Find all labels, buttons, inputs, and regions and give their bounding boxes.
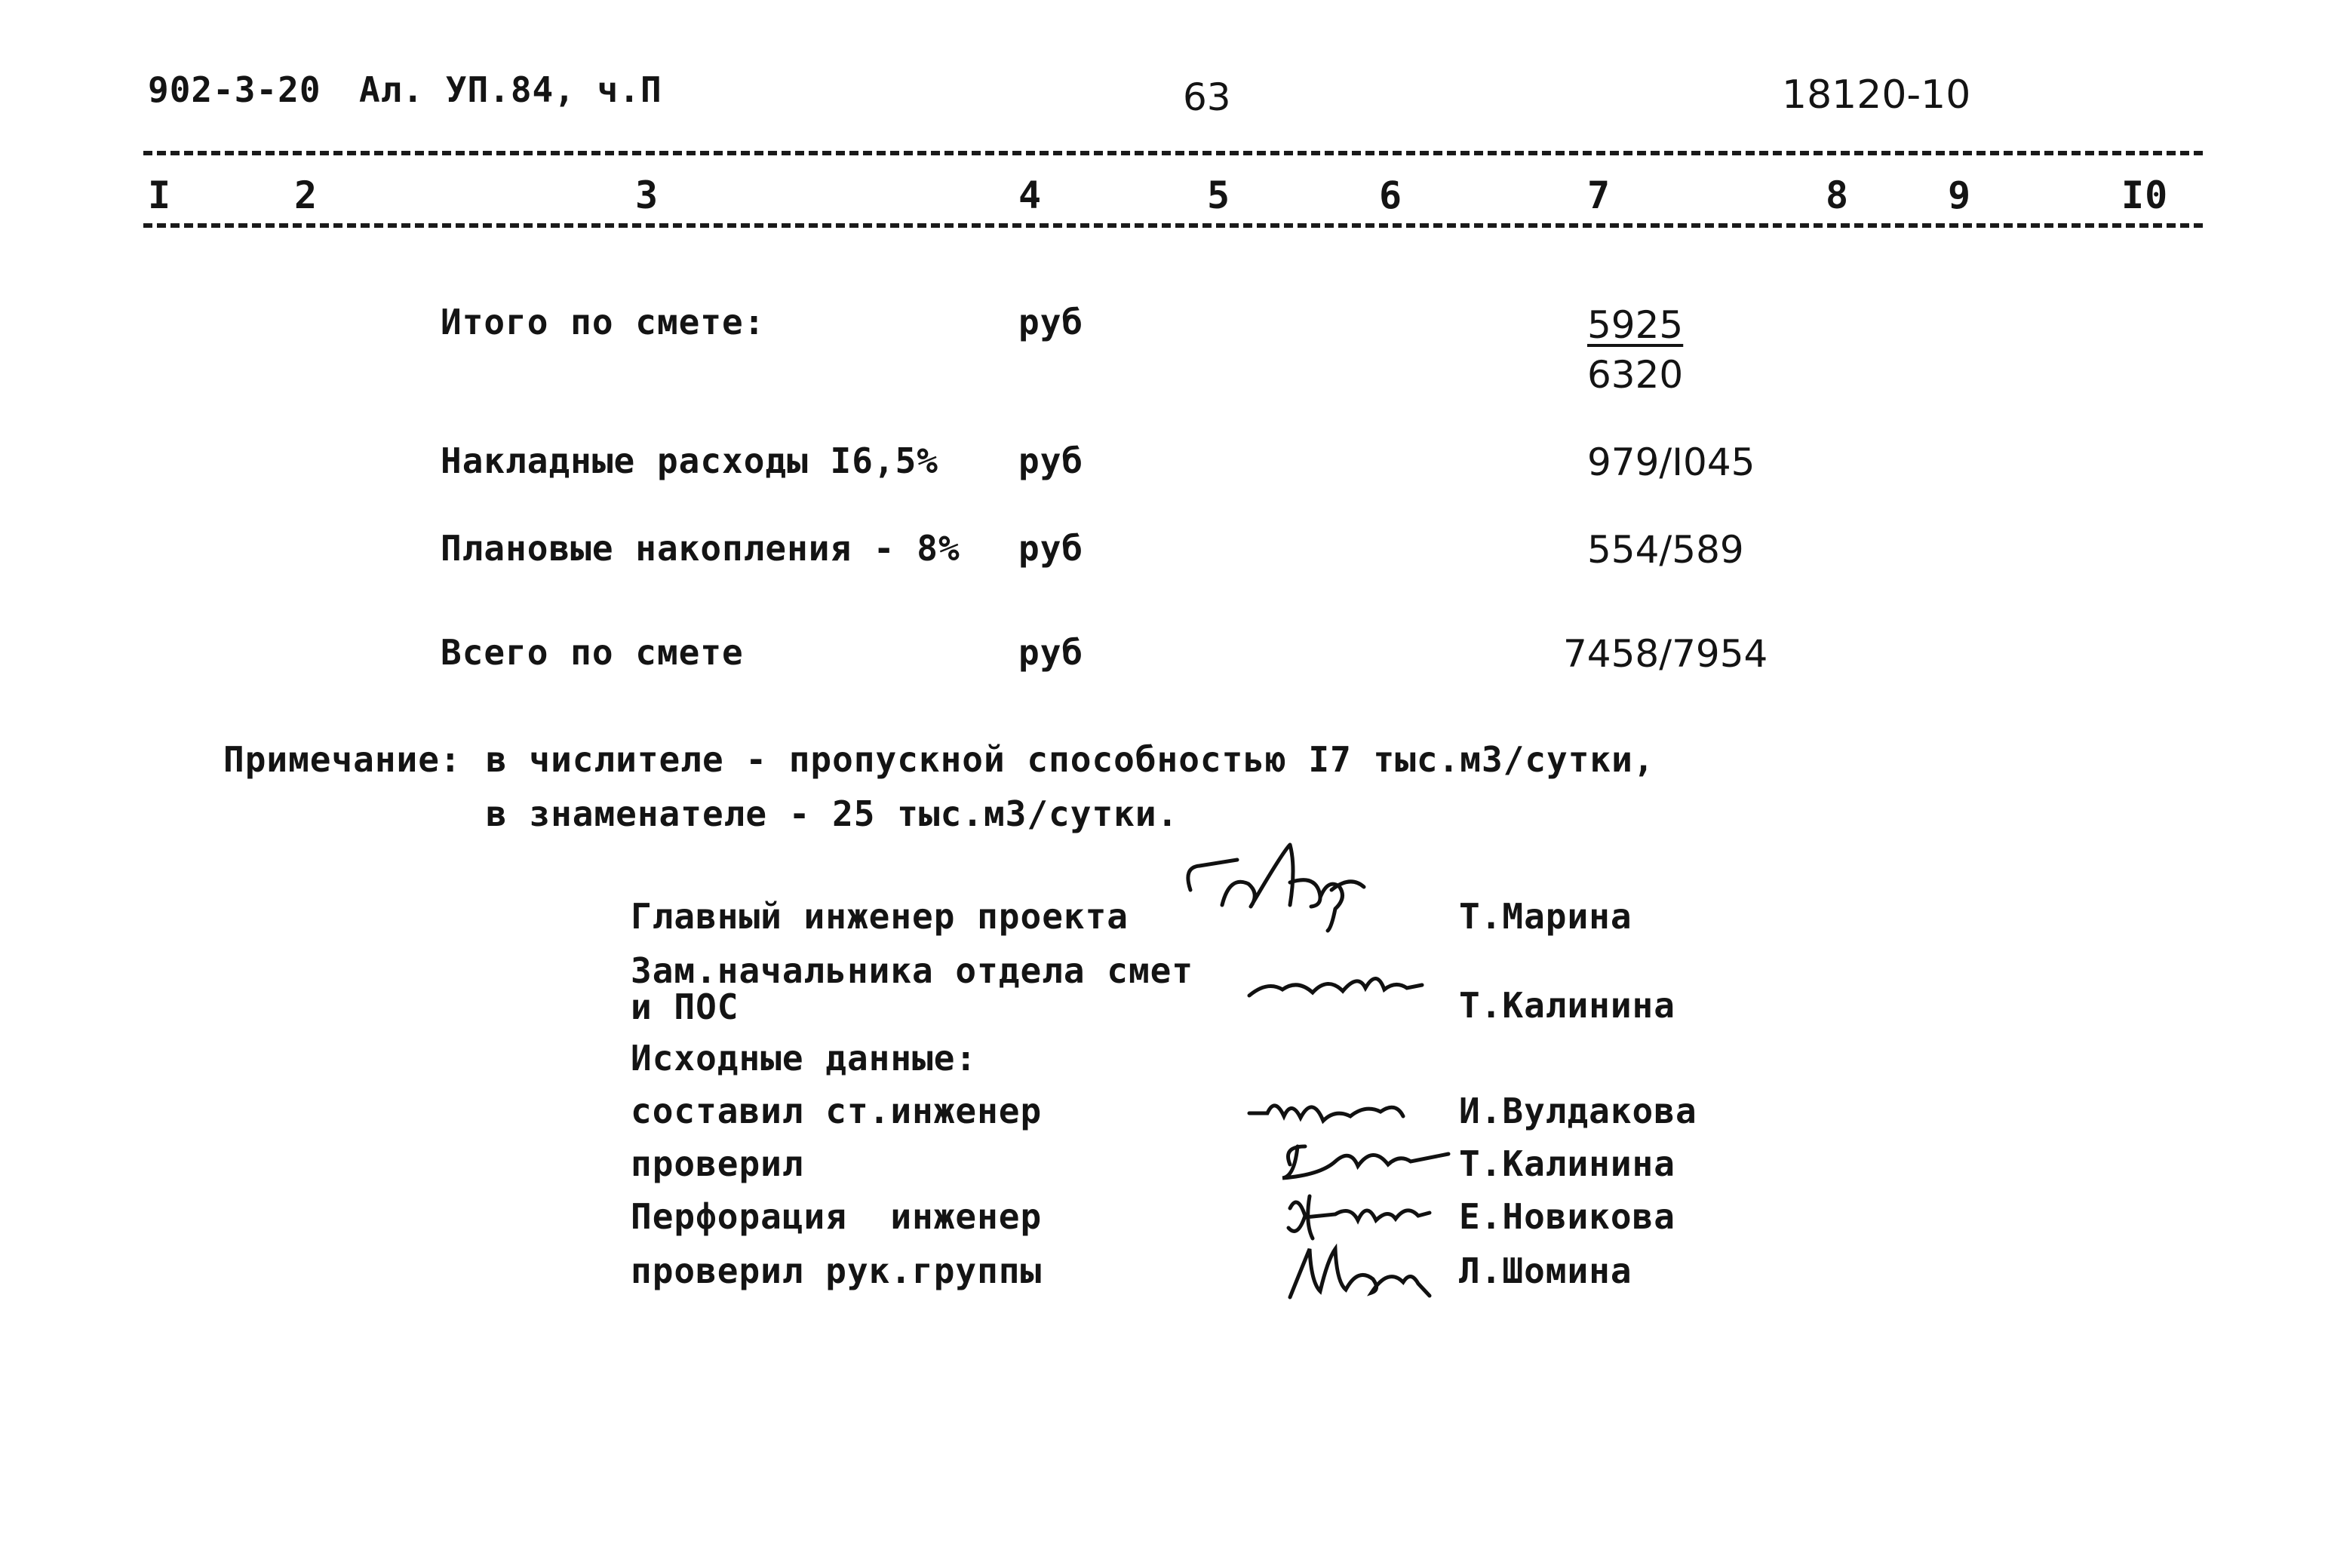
handwritten-signature-checked [1275,1131,1456,1184]
sign-name-deputy-head: Т.Калинина [1459,985,1675,1026]
handwritten-signature-chief-engineer [1177,837,1373,935]
header-divider [143,151,2203,155]
column-number-8: 8 [1826,173,1850,217]
total-label: Итого по смете: [441,302,766,342]
sheet-code: 18120-10 [1782,72,1971,118]
page-number: 63 [1183,75,1231,119]
column-number-1: I [148,173,172,217]
grand-total-label: Всего по смете [441,632,744,673]
planned-savings-value: 554/589 [1587,528,1744,572]
note-line-1: в числителе - пропускной способностью I7 тыс.м3/сутки, [486,739,1655,780]
sign-name-group-lead: Л.Шомина [1459,1250,1632,1291]
sign-role-chief-engineer: Главный инженер проекта [631,896,1129,937]
album-reference: Ал. УП.84, ч.П [359,69,662,110]
total-denominator: 6320 [1587,353,1684,397]
sign-role-deputy-head-line2: и ПОС [631,987,739,1027]
sign-name-perforation: Е.Новикова [1459,1196,1675,1237]
overhead-unit: руб [1018,440,1084,481]
sign-role-deputy-head: Зам.начальника отдела смет [631,950,1194,991]
note-prefix: Примечание: [223,739,462,780]
source-data-heading: Исходные данные: [631,1038,978,1079]
handwritten-signature-group-lead [1282,1237,1433,1305]
handwritten-signature-deputy-head [1245,958,1426,1011]
document-code: 902-3-20 [148,69,321,110]
column-divider [143,223,2203,228]
total-unit: руб [1018,302,1084,342]
grand-total-unit: руб [1018,632,1084,673]
column-number-2: 2 [294,173,318,217]
note-line-2: в знаменателе - 25 тыс.м3/сутки. [486,793,1179,834]
sign-role-perforation: Перфорация инженер [631,1196,1043,1237]
grand-total-value: 7458/7954 [1563,632,1768,676]
column-number-7: 7 [1587,173,1611,217]
sign-name-compiled: И.Вулдакова [1459,1091,1697,1131]
sign-name-checked: Т.Калинина [1459,1143,1675,1184]
planned-savings-unit: руб [1018,528,1084,569]
sign-role-checked: проверил [631,1143,804,1184]
sign-role-group-lead: проверил рук.группы [631,1250,1043,1291]
column-number-4: 4 [1018,173,1043,217]
column-number-5: 5 [1207,173,1231,217]
column-number-10: I0 [2121,173,2169,217]
sign-role-compiled: составил ст.инженер [631,1091,1043,1131]
overhead-value: 979/I045 [1587,440,1755,484]
sign-name-chief-engineer: Т.Марина [1459,896,1632,937]
planned-savings-label: Плановые накопления - 8% [441,528,960,569]
column-number-9: 9 [1948,173,1972,217]
total-numerator: 5925 [1587,303,1684,347]
column-number-3: 3 [635,173,659,217]
column-number-6: 6 [1379,173,1403,217]
overhead-label: Накладные расходы I6,5% [441,440,938,481]
